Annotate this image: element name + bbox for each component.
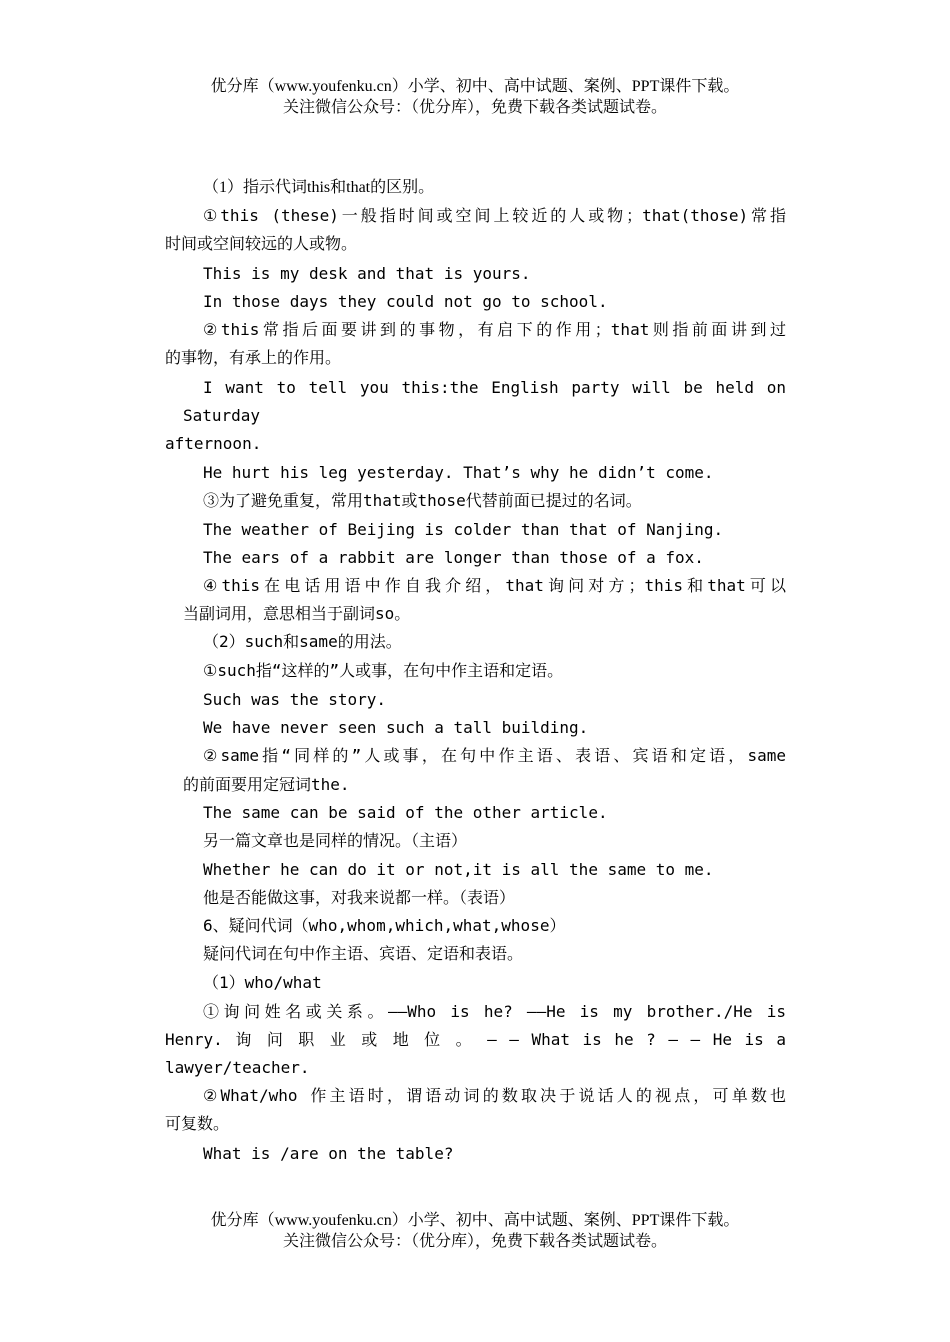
header-line-2: 关注微信公众号：（优分库），免费下载各类试题试卷。 xyxy=(282,99,667,116)
footer-line-2: 关注微信公众号：（优分库），免费下载各类试题试卷。 xyxy=(282,1233,667,1250)
example-sentence: Whether he can do it or not,it is all the same to me. xyxy=(203,860,714,879)
paragraph-line: 当副词用，意思相当于副词so。 xyxy=(183,604,411,623)
example-sentence: This is my desk and that is yours. xyxy=(203,264,531,283)
paragraph-line: ③为了避免重复，常用that或those代替前面已提过的名词。 xyxy=(203,491,642,510)
section-heading-interrogative-pronouns: 6、疑问代词（who,whom,which,what,whose） xyxy=(203,916,566,935)
paragraph-line: ①such指“这样的”人或事，在句中作主语和定语。 xyxy=(203,661,564,680)
example-sentence: I want to tell you this:the English party will be held on xyxy=(203,378,786,397)
footer-line-1: 优分库（www.youfenku.cn）小学、初中、高中试题、案例、PPT课件下载。 xyxy=(210,1212,740,1229)
paragraph-line: ②What/who 作主语时，谓语动词的数取决于说话人的视点，可单数也 xyxy=(203,1086,786,1105)
subsection-heading-this-that: （1）指示代词this和that的区别。 xyxy=(203,179,435,196)
example-sentence: The same can be said of the other article. xyxy=(203,803,608,822)
paragraph-line: ④this在电话用语中作自我介绍，that询问对方；this和that可以 xyxy=(203,576,786,595)
header-line-1: 优分库（www.youfenku.cn）小学、初中、高中试题、案例、PPT课件下载。 xyxy=(210,78,740,95)
example-sentence: Such was the story. xyxy=(203,690,387,709)
subsection-heading-such-same: （2）such和same的用法。 xyxy=(203,632,402,651)
paragraph-line: 的事物，有承上的作用。 xyxy=(165,348,342,367)
paragraph-line: 时间或空间较远的人或物。 xyxy=(165,234,358,253)
paragraph-line: 的前面要用定冠词the. xyxy=(183,775,350,794)
paragraph-line: ①this (these)一般指时间或空间上较近的人或物；that(those)常指 xyxy=(203,206,786,225)
paragraph-line: 可复数。 xyxy=(165,1114,230,1133)
example-sentence: He hurt his leg yesterday. That’s why he didn’t come. xyxy=(203,463,714,482)
translation-line: 另一篇文章也是同样的情况。（主语） xyxy=(203,831,468,850)
example-sentence: What is /are on the table? xyxy=(203,1144,454,1163)
paragraph-line: ①询问姓名或关系。——Who is he? ——He is my brother./He is xyxy=(203,1002,786,1021)
example-sentence: In those days they could not go to school. xyxy=(203,292,608,311)
subsection-heading-who-what: （1）who/what xyxy=(203,973,322,992)
page-footer xyxy=(0,1210,950,1252)
paragraph-line: ②this常指后面要讲到的事物，有启下的作用；that则指前面讲到过 xyxy=(203,320,786,339)
page-header xyxy=(0,76,950,118)
paragraph-line: ②same指“同样的”人或事，在句中作主语、表语、宾语和定语，same xyxy=(203,746,786,765)
paragraph-line: 疑问代词在句中作主语、宾语、定语和表语。 xyxy=(203,944,524,963)
example-sentence: The ears of a rabbit are longer than those of a fox. xyxy=(203,548,704,567)
example-sentence: We have never seen such a tall building. xyxy=(203,718,589,737)
translation-line: 他是否能做这事，对我来说都一样。（表语） xyxy=(203,888,516,907)
paragraph-line: Henry. 询 问 职 业 或 地 位 。 — — What is he ? — — He is a xyxy=(165,1030,786,1049)
example-sentence: Saturday xyxy=(183,406,261,425)
paragraph-line: lawyer/teacher. xyxy=(165,1058,310,1077)
example-sentence: afternoon. xyxy=(165,434,262,453)
example-sentence: The weather of Beijing is colder than that of Nanjing. xyxy=(203,520,724,539)
